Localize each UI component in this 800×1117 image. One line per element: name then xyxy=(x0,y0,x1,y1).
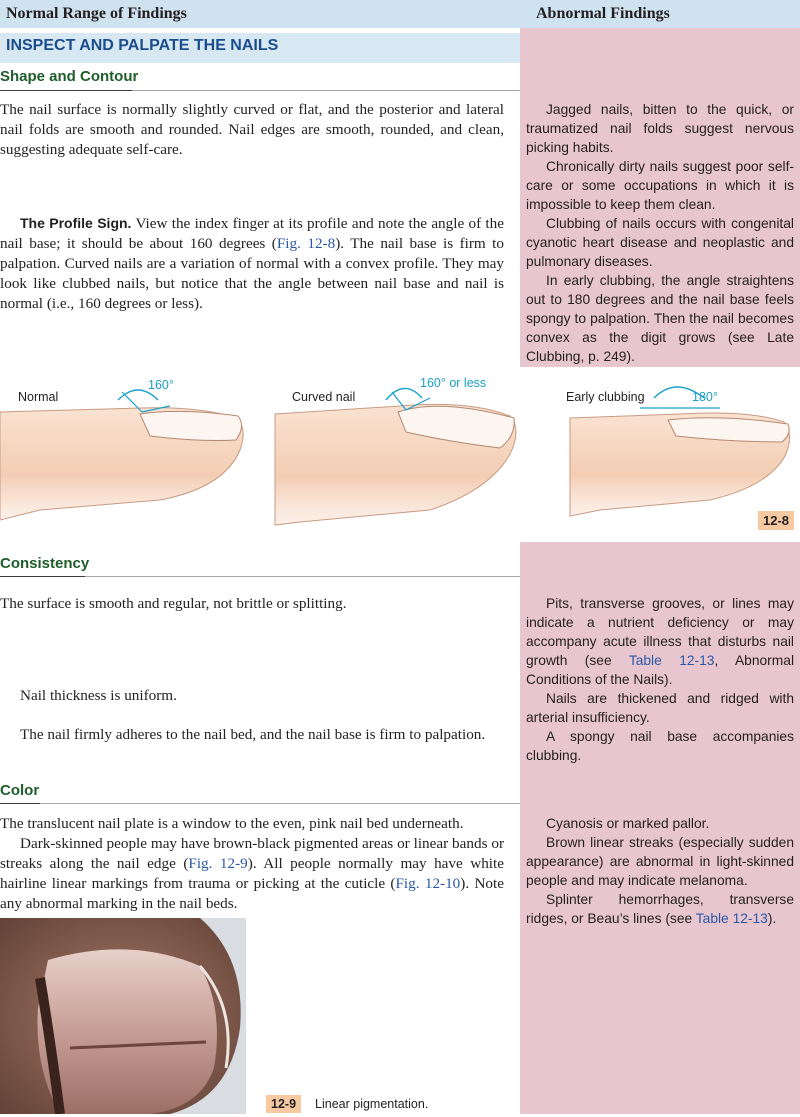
consistency-heading: Consistency xyxy=(0,555,90,572)
heading-underline xyxy=(0,803,40,804)
abnormal-splinter-b: ). xyxy=(767,911,777,926)
color-paragraph-2 xyxy=(0,834,504,914)
finger-profiles-illustration xyxy=(0,370,800,542)
color-paragraph-1: The translucent nail plate is a window to the even, pink nail bed underneath. xyxy=(0,815,464,832)
color-p2-b: ). All people normally may have white hairline linear markings from trauma or picking at the cuticle ( xyxy=(0,855,504,892)
figure-number-12-8: 12-8 xyxy=(758,511,794,530)
abnormal-pits-a: Pits, transverse grooves, or lines may indicate a nutrient deficiency or may accompany acute illness that disturbs nail growth (see xyxy=(526,596,794,668)
profile-sign-lead: The Profile Sign. xyxy=(20,215,132,231)
shape-contour-heading: Shape and Contour xyxy=(0,68,139,85)
column-header-bar xyxy=(0,0,800,28)
abnormal-cyanosis: Cyanosis or marked pallor. xyxy=(546,816,710,831)
fig-label-normal: Normal xyxy=(18,390,59,404)
abnormal-pits xyxy=(526,594,794,689)
heading-rule xyxy=(85,576,520,577)
heading-underline xyxy=(0,576,85,577)
shape-paragraph: The nail surface is normally slightly curved or flat, and the posterior and lateral nail folds are smooth and rounded. Nail edges are smooth, rounded, and clean, suggesting adequate self-care. xyxy=(0,101,504,158)
abnormal-dirty: Chronically dirty nails suggest poor self-care or some occupations in which it is impossible to keep them clean. xyxy=(526,159,794,212)
normal-findings-header: Normal Range of Findings xyxy=(6,5,187,22)
figure-12-8 xyxy=(0,370,800,542)
figure-number-12-9: 12-9 xyxy=(266,1095,301,1113)
fig-12-9-link[interactable]: Fig. 12-9 xyxy=(188,855,248,872)
clubbing-finger xyxy=(570,387,790,516)
abnormal-findings-shape xyxy=(526,100,794,366)
consistency-thickness: Nail thickness is uniform. xyxy=(20,687,177,704)
normal-finger xyxy=(0,390,243,520)
color-heading: Color xyxy=(0,782,40,799)
profile-sign-paragraph xyxy=(0,213,504,314)
fig-angle-curved: 160° or less xyxy=(420,376,487,390)
fig-label-clubbing: Early clubbing xyxy=(566,390,645,404)
abnormal-findings-consistency xyxy=(526,594,794,765)
abnormal-early-clubbing: In early clubbing, the angle straightens out to 180 degrees and the nail base feels spongy to palpation. Then the nail becomes convex as the digit grows (see Late Clubbing, p. 249). xyxy=(526,273,794,364)
nail-photo-illustration xyxy=(0,918,246,1114)
fig-label-curved: Curved nail xyxy=(292,390,356,404)
abnormal-clubbing: Clubbing of nails occurs with congenital cyanotic heart disease and neoplastic and pulmonary diseases. xyxy=(526,216,794,269)
linear-pigmentation-photo xyxy=(0,918,246,1114)
table-12-13-link-2[interactable]: Table 12-13 xyxy=(695,911,768,926)
abnormal-spongy: A spongy nail base accompanies clubbing. xyxy=(526,729,794,763)
fig-12-8-link[interactable]: Fig. 12-8 xyxy=(276,235,336,252)
consistency-smooth: The surface is smooth and regular, not brittle or splitting. xyxy=(0,595,347,612)
curved-nail-finger xyxy=(275,388,516,525)
abnormal-brown-streaks: Brown linear streaks (especially sudden appearance) are abnormal in light-skinned people and may indicate melanoma. xyxy=(526,835,794,888)
section-title-band xyxy=(0,33,520,63)
abnormal-pits-b: , Abnormal Conditions of the Nails). xyxy=(526,653,795,687)
fig-12-10-link[interactable]: Fig. 12-10 xyxy=(395,875,461,892)
figure-12-9-text: Linear pigmentation. xyxy=(315,1097,429,1111)
fig-angle-clubbing: 180° xyxy=(692,390,718,404)
heading-rule xyxy=(132,90,520,91)
heading-rule xyxy=(40,803,520,804)
profile-text-a: View the index finger at its profile and note the angle of the nail base; it should be about 160 degrees ( xyxy=(0,215,504,252)
table-12-13-link[interactable]: Table 12-13 xyxy=(628,653,715,668)
section-title: INSPECT AND PALPATE THE NAILS xyxy=(6,37,279,54)
profile-text-b: ). The nail base is firm to palpation. Curved nails are a variation of normal with a convex profile. They may look like clubbed nails, but notice that the angle between nail base and nail is normal (i.e., 160 degrees or less). xyxy=(0,235,504,312)
abnormal-findings-header: Abnormal Findings xyxy=(536,5,670,22)
consistency-adherence: The nail firmly adheres to the nail bed, and the nail base is firm to palpation. xyxy=(20,726,486,743)
color-p2-c: ). Note any abnormal marking in the nail beds. xyxy=(0,875,504,912)
figure-12-9-caption xyxy=(266,1097,428,1111)
fig-angle-normal: 160° xyxy=(148,378,174,392)
abnormal-thickened: Nails are thickened and ridged with arterial insufficiency. xyxy=(526,691,794,725)
color-p2-a: Dark-skinned people may have brown-black pigmented areas or linear bands or streaks along the nail edge ( xyxy=(0,835,504,872)
abnormal-findings-color xyxy=(526,814,794,928)
abnormal-splinter xyxy=(526,890,794,928)
abnormal-splinter-a: Splinter hemorrhages, transverse ridges, or Beau’s lines (see xyxy=(526,892,794,926)
heading-underline xyxy=(0,90,132,91)
abnormal-jagged: Jagged nails, bitten to the quick, or traumatized nail folds suggest nervous picking habits. xyxy=(526,102,794,155)
